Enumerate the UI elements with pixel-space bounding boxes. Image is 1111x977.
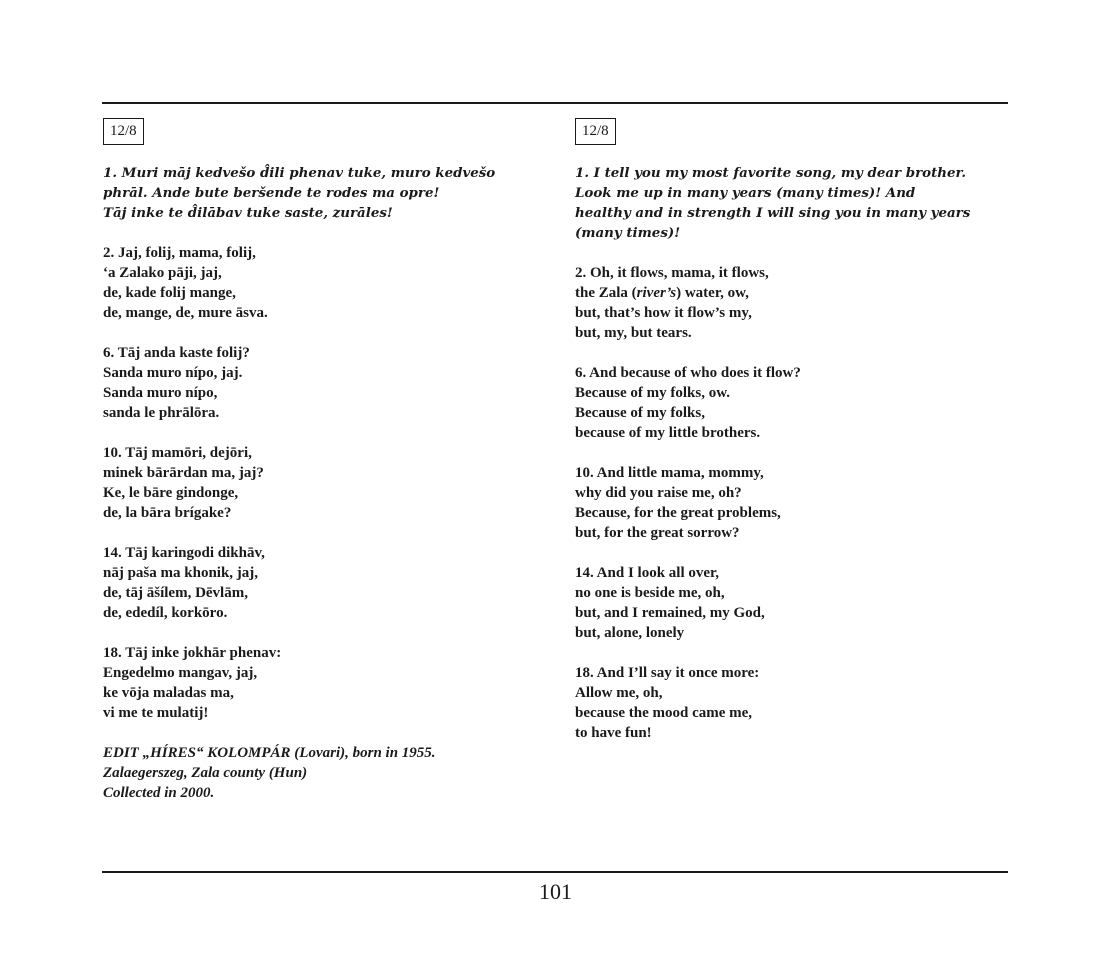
verse-line: de, tāj āšílem, Dēvlām, [103,585,248,601]
verse-line: but, that’s how it flow’s my, [575,305,752,321]
verse-line: because the mood came me, [575,705,753,721]
verse-line: 10. And little mama, mommy, [575,465,764,481]
verse-line: 2. Oh, it flows, mama, it flows, [575,265,769,281]
verse-line: 18. Tāj inke jokhār phenav: [103,645,282,661]
credit-line: EDIT „HÍRES“ KOLOMPÁR (Lovari), born in 1955. [103,745,436,761]
intro-verse [575,163,1005,243]
verse-line: 14. Tāj karingodi dikhāv, [103,545,265,561]
stanza-2 [103,243,533,323]
verse-line: de, la bāra brígake? [103,505,232,521]
verse-line: de, kade folij mange, [103,285,236,301]
verse-line: but, and I remained, my God, [575,605,765,621]
verse-line: ‘a Zalako pāji, jaj, [103,265,222,281]
verse-line: no one is beside me, oh, [575,585,725,601]
verse-line: but, my, but tears. [575,325,692,341]
verse-line: nāj paša ma khonik, jaj, [103,565,259,581]
verse-line: de, mange, de, mure āsva. [103,305,268,321]
stanza-10 [575,463,1005,543]
verse-line: Engedelmo mangav, jaj, [103,665,258,681]
verse-line: to have fun! [575,725,652,741]
performer-credit [103,743,533,803]
verse-line: Because of my folks, ow. [575,385,730,401]
stanza-18 [575,663,1005,743]
verse-line: Allow me, oh, [575,685,663,701]
verse-fragment: ) water, ow, [676,285,749,301]
stanza-6 [103,343,533,423]
verse-line: 14. And I look all over, [575,565,720,581]
stanza-2 [575,263,1005,343]
right-column-english-translation [575,118,1005,763]
page-number: 101 [539,879,572,904]
verse-line: 6. And because of who does it flow? [575,365,801,381]
verse-fragment-italic: river’s [636,285,677,301]
verse-line: Because, for the great problems, [575,505,781,521]
verse-line: 1. Muri māj kedvešo d̂ili phenav tuke, muro kedvešo [103,165,496,181]
stanza-14 [575,563,1005,643]
verse-line: 10. Tāj mamōri, dejōri, [103,445,252,461]
verse-line: vi me te mulatij! [103,705,209,721]
verse-fragment: the Zala ( [575,285,637,301]
left-column-romani-text [103,118,533,823]
meter-box: 12/8 [575,118,616,145]
stanza-14 [103,543,533,623]
verse-line: because of my little brothers. [575,425,761,441]
verse-line: Sanda muro nípo, jaj. [103,365,243,381]
verse-line: minek bārārdan ma, jaj? [103,465,264,481]
credit-line: Zalaegerszeg, Zala county (Hun) [103,765,308,781]
verse-line: phrāl. Ande bute beršende te rodes ma opre! [103,185,440,201]
stanza-10 [103,443,533,523]
verse-line: Because of my folks, [575,405,705,421]
verse-line: but, for the great sorrow? [575,525,740,541]
verse-line: healthy and in strength I will sing you in many years [575,205,971,221]
verse-line: Tāj inke te d̂ilābav tuke saste, zurāles! [103,205,393,221]
verse-line: de, ededíl, korkōro. [103,605,228,621]
verse-line: but, alone, lonely [575,625,685,641]
verse-line: Ke, le bāre gindonge, [103,485,239,501]
verse-line: (many times)! [575,225,681,241]
verse-line: 6. Tāj anda kaste folij? [103,345,250,361]
verse-line: 1. I tell you my most favorite song, my dear brother. [575,165,967,181]
verse-line: sanda le phrālōra. [103,405,220,421]
verse-line: why did you raise me, oh? [575,485,742,501]
stanza-6 [575,363,1005,443]
verse-line: Sanda muro nípo, [103,385,218,401]
verse-line [575,283,1005,303]
intro-verse [103,163,533,223]
bottom-rule [102,871,1008,873]
stanza-18 [103,643,533,723]
top-rule [102,102,1008,104]
meter-box: 12/8 [103,118,144,145]
verse-line: ke vōja maladas ma, [103,685,234,701]
credit-line: Collected in 2000. [103,785,215,801]
verse-line: 2. Jaj, folij, mama, folij, [103,245,256,261]
verse-line: Look me up in many years (many times)! And [575,185,916,201]
verse-line: 18. And I’ll say it once more: [575,665,760,681]
